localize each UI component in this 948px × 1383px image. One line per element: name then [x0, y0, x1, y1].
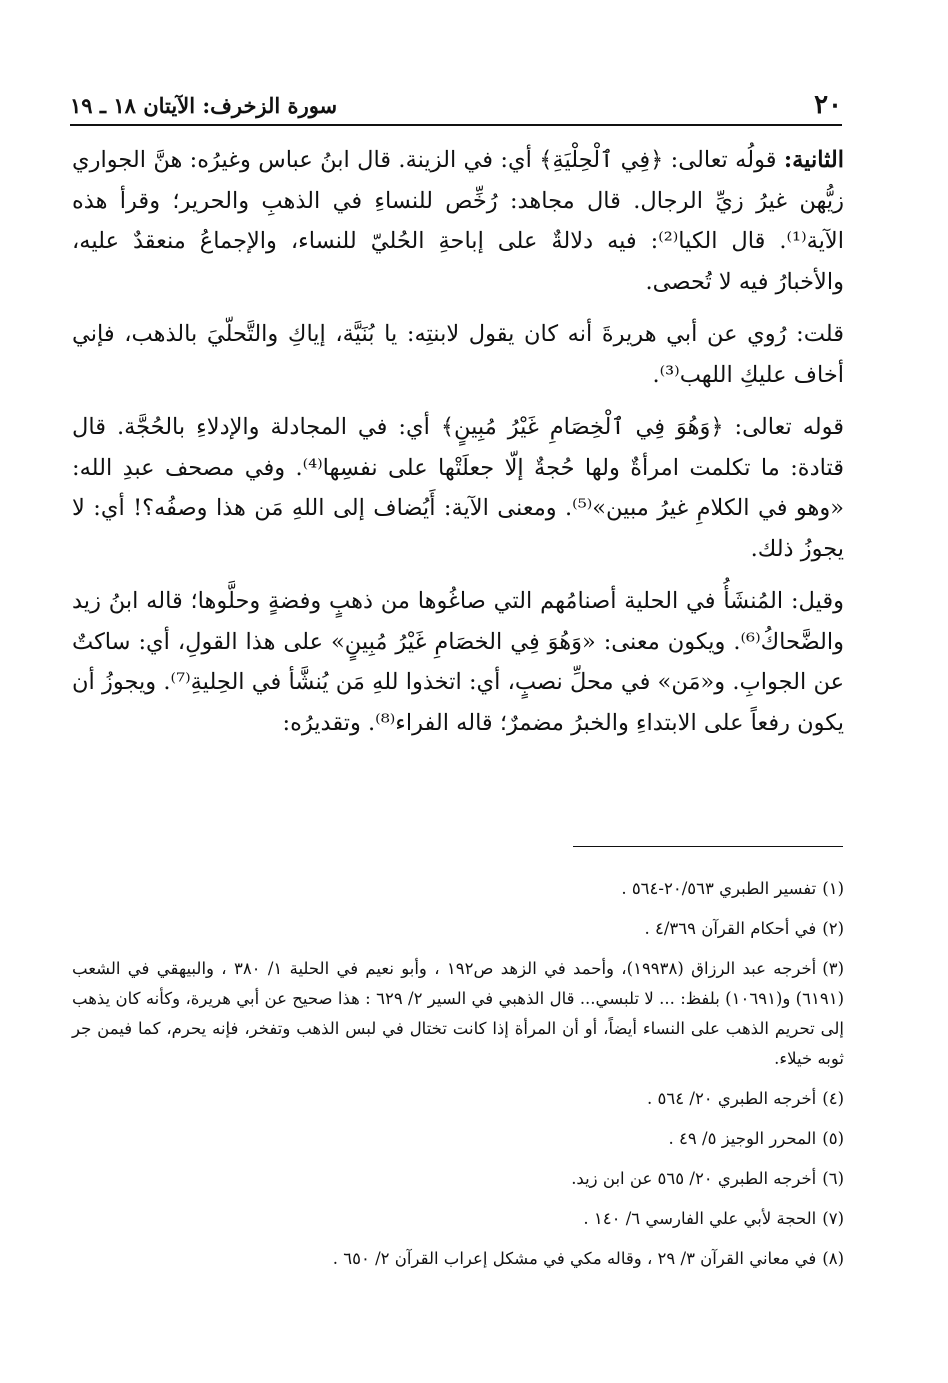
footnote-number: (٣) [822, 959, 844, 978]
footnote [72, 954, 844, 1074]
footnote-text: في معاني القرآن ٣/ ٢٩ ، وقاله مكي في مشكل إعراب القرآن ٢/ ٦٥٠ . [332, 1249, 817, 1268]
footnote-text: أخرجه الطبري ٢٠/ ٥٦٥ عن ابن زيد. [571, 1169, 817, 1188]
footnote-number: (٢) [822, 919, 844, 938]
footnote-number: (٥) [822, 1129, 844, 1148]
footnote [72, 1124, 844, 1154]
paragraph-lead: الثانية: [783, 147, 844, 173]
footnote-number: (٦) [822, 1169, 844, 1188]
footnote [72, 1244, 844, 1274]
footnote-text: المحرر الوجيز ٥/ ٤٩ . [668, 1129, 817, 1148]
footnote-text: أخرجه عبد الرزاق (١٩٩٣٨)، وأحمد في الزهد ص١٩٢ ، وأبو نعيم في الحلية ١/ ٣٨٠ ، والبيهقي في الشعب (٦١٩١) و(١٠٦٩١) بلفظ: ... لا تلبسي... قال الذهبي في السير ٢/ ٦٢٩ : هذا صحيح عن أبي هريرة، وكأنه كان يذهب إلى تحريم الذهب على النساء أيضاً، أو أن المرأة إذا كانت تختال في لبس الذهب وتفخر، فإنه يحرم، كما فيمن جر ثوبه خيلاء. [72, 959, 845, 1068]
footnotes [72, 874, 844, 1284]
footnote-text: في أحكام القرآن ٤/٣٦٩ . [644, 919, 817, 938]
footnote [72, 1084, 844, 1114]
footnote-text: تفسير الطبري ٢٠/٥٦٣-٥٦٤ . [621, 879, 817, 898]
footnote-text: أخرجه الطبري ٢٠/ ٥٦٤ . [647, 1089, 817, 1108]
running-title: سورة الزخرف: الآيتان ١٨ ـ ١٩ [70, 93, 338, 118]
footnote [72, 914, 844, 944]
footnote-separator [573, 846, 843, 847]
main-text [72, 140, 844, 755]
paragraph-4: وقيل: المُنشَأُ في الحلية أصنامُهم التي صاغُوها من ذهبٍ وفضةٍ وحلَّوها؛ قاله ابنُ زيد والضَّحاكُ⁽⁶⁾. ويكون معنى: «وَهُوَ فِي الخصَامِ غَيْرُ مُبِينٍ» على هذا القولِ، أي: ساكتٌ عن الجوابِ. و«مَن» في محلِّ نصبٍ، أي: اتخذوا للهِ مَن يُنشَّأ في الحِليةِ⁽⁷⁾. ويجوزُ أن يكون رفعاً على الابتداءِ والخبرُ مضمرٌ؛ قاله الفراء⁽⁸⁾. وتقديرُه: [72, 588, 844, 736]
footnote-number: (١) [822, 879, 844, 898]
paragraph-3: قوله تعالى: ﴿وَهُوَ فِي ٱلْخِصَامِ غَيْرُ مُبِينٍ﴾ أي: في المجادلة والإدلاءِ بالحُجَّة. قال قتادة: ما تكلمت امرأةٌ ولها حُجةٌ إلّا جعلَتْها على نفسِها⁽⁴⁾. وفي مصحف عبدِ الله: «وهو في الكلامِ غيرُ مبين»⁽⁵⁾. ومعنى الآية: أَيُضاف إلى اللهِ مَن هذا وصفُه؟! أي: لا يجوزُ ذلك. [72, 414, 844, 562]
page-number: ٢٠ [814, 90, 842, 120]
page-header [70, 80, 842, 126]
footnote [72, 1204, 844, 1234]
footnote-number: (٨) [822, 1249, 844, 1268]
paragraph-2: قلت: رُوي عن أبي هريرةَ أنه كان يقول لابنتِه: يا بُنَيَّة، إياكِ والتَّحلّيَ بالذهب، فإني أخاف عليكِ اللهب⁽³⁾. [72, 321, 844, 388]
footnote [72, 874, 844, 904]
footnote-text: الحجة لأبي علي الفارسي ٦/ ١٤٠ . [583, 1209, 817, 1228]
footnote-number: (٤) [822, 1089, 844, 1108]
paragraph-1-text: قولُه تعالى: ﴿فِي ٱلْحِلْيَةِ﴾ أي: في الزينة. قال ابنُ عباس وغيرُه: هنَّ الجواري زيُّهن غيرُ زيِّ الرجال. قال مجاهد: رُخِّص للنساءِ في الذهبِ والحرير؛ وقرأ هذه الآية⁽¹⁾. قال الكيا⁽²⁾: فيه دلالةٌ على إباحةِ الحُليّ للنساء، والإجماعُ منعقدٌ عليه، والأخبارُ فيه لا تُحصى. [72, 147, 844, 295]
footnote [72, 1164, 844, 1194]
paragraph-1 [72, 140, 844, 302]
footnote-number: (٧) [822, 1209, 844, 1228]
